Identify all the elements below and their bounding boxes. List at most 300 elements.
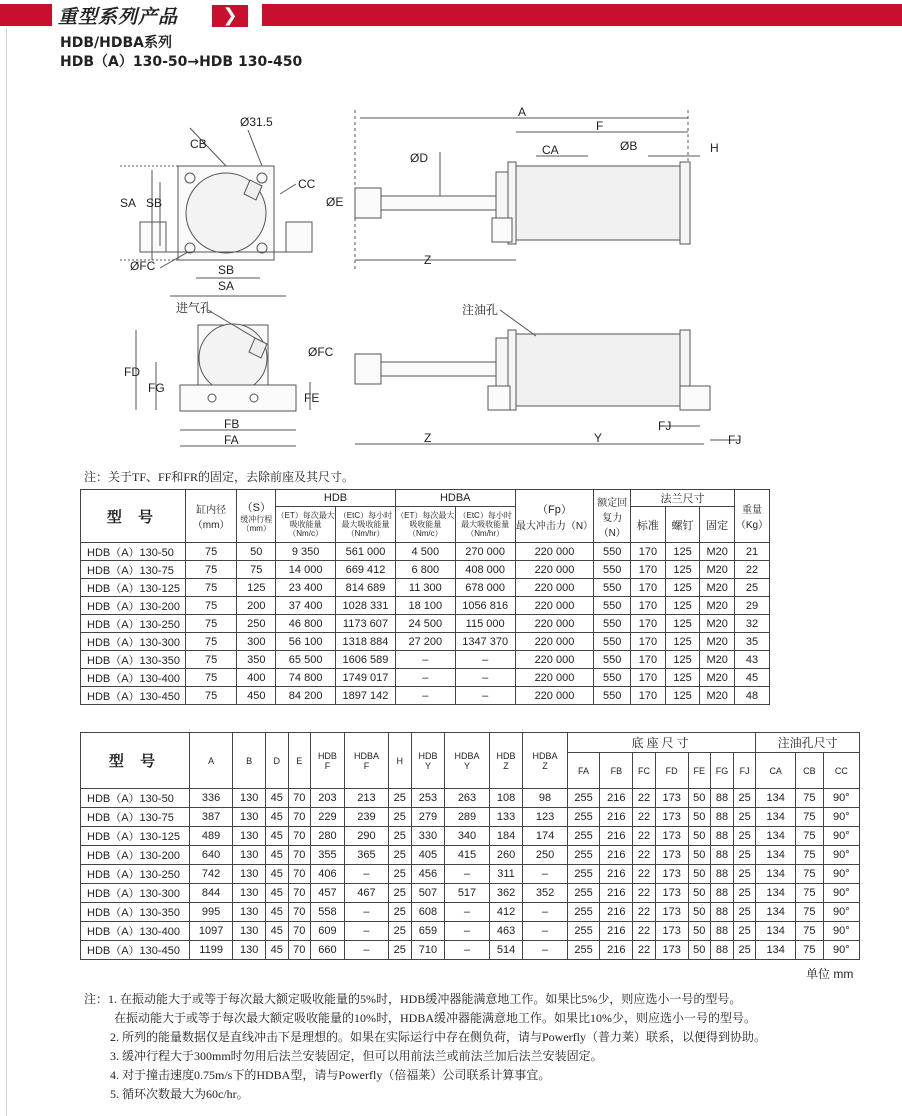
- table-cell: 134: [756, 941, 796, 960]
- table-cell: 125: [665, 687, 700, 705]
- table-cell: 406: [310, 865, 344, 884]
- table-cell: 170: [631, 687, 666, 705]
- table-cell: 216: [600, 903, 633, 922]
- table-cell: 88: [711, 789, 734, 808]
- table-cell: 75: [796, 789, 824, 808]
- table-cell: 290: [344, 827, 388, 846]
- table-cell: 90°: [823, 846, 859, 865]
- table-cell: –: [523, 922, 567, 941]
- label-ob: ØB: [620, 139, 638, 153]
- table-cell: 75: [185, 615, 236, 633]
- table-cell: 75: [185, 543, 236, 561]
- table-cell: 216: [600, 941, 633, 960]
- t2-header-col: [445, 733, 489, 789]
- table-cell: 170: [631, 651, 666, 669]
- table-cell: 203: [310, 789, 344, 808]
- table-cell: 70: [288, 846, 310, 865]
- t2-header-col-part: HDBA: [353, 750, 379, 761]
- t2-header-base: 底座尺寸: [567, 733, 756, 753]
- table-cell: 456: [411, 865, 445, 884]
- table-cell: –: [445, 903, 489, 922]
- t2-header-oil-col: CA: [756, 753, 796, 789]
- label-sb-bottom: SB: [218, 263, 235, 277]
- table-cell: 9 350: [276, 543, 336, 561]
- table-cell: M20: [700, 669, 735, 687]
- table-cell: 22: [633, 789, 655, 808]
- table-row: [81, 903, 860, 922]
- t2-header-base-col: FC: [633, 753, 655, 789]
- table-cell: 70: [288, 903, 310, 922]
- table-cell: 814 689: [336, 579, 396, 597]
- table-cell: 640: [190, 846, 233, 865]
- table-cell: 216: [600, 827, 633, 846]
- table-cell: 50: [688, 808, 710, 827]
- table-cell: 216: [600, 789, 633, 808]
- table-cell: 70: [288, 827, 310, 846]
- table-cell: 22: [633, 941, 655, 960]
- table-cell: 170: [631, 633, 666, 651]
- table-cell: 45: [266, 789, 288, 808]
- table-cell: 22: [633, 808, 655, 827]
- table-cell: 50: [688, 846, 710, 865]
- table-cell: 255: [567, 808, 600, 827]
- table-cell: –: [445, 922, 489, 941]
- table-cell: 130: [233, 884, 266, 903]
- table-cell: 70: [288, 941, 310, 960]
- table-cell: 173: [655, 922, 688, 941]
- table-cell: 115 000: [455, 615, 515, 633]
- table-cell: 517: [445, 884, 489, 903]
- table-cell: 336: [190, 789, 233, 808]
- label-sa-bottom: SA: [218, 279, 235, 293]
- table-cell: 125: [665, 597, 700, 615]
- table-cell: 45: [266, 865, 288, 884]
- header-bar: [262, 4, 902, 26]
- table-cell: 134: [756, 846, 796, 865]
- table-cell: 45: [266, 941, 288, 960]
- table-cell: 660: [310, 941, 344, 960]
- table-cell: 50: [688, 922, 710, 941]
- table-cell: 75: [796, 846, 824, 865]
- performance-table: [80, 489, 770, 705]
- table-cell: 200: [237, 597, 276, 615]
- table-cell: 50: [688, 827, 710, 846]
- table-cell: 25: [389, 922, 411, 941]
- table-cell: 25: [389, 827, 411, 846]
- table-cell: 609: [310, 922, 344, 941]
- table-cell: –: [523, 903, 567, 922]
- table-cell: 550: [594, 633, 631, 651]
- table-cell: 352: [523, 884, 567, 903]
- note-5: 5. 循环次数最大为60c/hr。: [110, 1087, 249, 1101]
- table-cell: 216: [600, 808, 633, 827]
- table-cell: 75: [796, 827, 824, 846]
- table-cell: 130: [233, 941, 266, 960]
- table-cell: 220 000: [515, 651, 594, 669]
- table-cell: 550: [594, 597, 631, 615]
- table-cell: 362: [489, 884, 523, 903]
- t1-header-stroke: [237, 490, 276, 543]
- table-cell: 289: [445, 808, 489, 827]
- table-cell: HDB（A）130-125: [81, 579, 186, 597]
- table-cell: 742: [190, 865, 233, 884]
- table-cell: 130: [233, 808, 266, 827]
- table-cell: 220 000: [515, 597, 594, 615]
- table-cell: 216: [600, 865, 633, 884]
- table-cell: 450: [237, 687, 276, 705]
- table-cell: 50: [688, 941, 710, 960]
- table-cell: 74 800: [276, 669, 336, 687]
- table-cell: 75: [185, 687, 236, 705]
- t1-header-fix: 固定: [700, 507, 735, 543]
- table-cell: 550: [594, 579, 631, 597]
- table-cell: 507: [411, 884, 445, 903]
- table-cell: 90°: [823, 827, 859, 846]
- label-fb: FB: [224, 417, 240, 431]
- table-cell: 213: [344, 789, 388, 808]
- table-cell: –: [395, 669, 455, 687]
- t1-header-hdb-et: （ET）每次最大吸收能量（Nm/c）: [276, 507, 336, 543]
- header-accent-bar: [0, 4, 52, 26]
- table-cell: 255: [567, 941, 600, 960]
- table-cell: 45: [266, 846, 288, 865]
- t1-header-model: 型 号: [81, 490, 186, 543]
- label-cc: CC: [298, 177, 316, 191]
- table-cell: 75: [237, 561, 276, 579]
- table-cell: 90°: [823, 922, 859, 941]
- table-cell: HDB（A）130-400: [81, 669, 186, 687]
- t2-header-base-col: FE: [688, 753, 710, 789]
- table-cell: –: [455, 687, 515, 705]
- table-cell: M20: [700, 579, 735, 597]
- table-cell: 45: [735, 669, 770, 687]
- label-f: F: [596, 119, 604, 133]
- table-cell: 255: [567, 903, 600, 922]
- table-cell: HDB（A）130-300: [81, 633, 186, 651]
- table-cell: 75: [185, 651, 236, 669]
- table-cell: 25: [389, 865, 411, 884]
- table-cell: 170: [631, 543, 666, 561]
- label-oil-inlet: 注油孔: [462, 303, 499, 317]
- table-row: [81, 846, 860, 865]
- table-cell: 1199: [190, 941, 233, 960]
- table-cell: 11 300: [395, 579, 455, 597]
- table-row: [81, 827, 860, 846]
- table-cell: 173: [655, 808, 688, 827]
- table-cell: 125: [665, 579, 700, 597]
- table-row: [81, 615, 770, 633]
- t2-header-col: [233, 733, 266, 789]
- label-fd: FD: [124, 365, 140, 379]
- note-top: 注：关于TF、FF和FR的固定，去除前座及其尺寸。: [84, 470, 355, 484]
- t2-header-oil: 注油孔尺寸: [756, 733, 860, 753]
- table-cell: 1606 589: [336, 651, 396, 669]
- table-row: [81, 669, 770, 687]
- table-cell: 65 500: [276, 651, 336, 669]
- table-cell: 25: [389, 789, 411, 808]
- table-cell: 50: [688, 884, 710, 903]
- table-cell: 125: [237, 579, 276, 597]
- t1-header-stroke-label: 缓冲行程（mm）: [240, 515, 273, 533]
- t2-header-col: [411, 733, 445, 789]
- table-cell: 6 800: [395, 561, 455, 579]
- table-cell: 220 000: [515, 579, 594, 597]
- table-cell: 88: [711, 808, 734, 827]
- table-cell: 330: [411, 827, 445, 846]
- table-cell: 75: [796, 941, 824, 960]
- table-cell: 88: [711, 941, 734, 960]
- table-cell: 70: [288, 808, 310, 827]
- table-cell: 25: [733, 789, 755, 808]
- table-cell: 75: [796, 903, 824, 922]
- table-cell: 98: [523, 789, 567, 808]
- table-cell: 216: [600, 846, 633, 865]
- label-a: A: [518, 105, 527, 119]
- table-row: [81, 651, 770, 669]
- table-cell: 25: [733, 922, 755, 941]
- t2-header-col-part: B: [246, 755, 253, 766]
- table-cell: 255: [567, 884, 600, 903]
- table-cell: 18 100: [395, 597, 455, 615]
- table-cell: HDB（A）130-125: [81, 827, 190, 846]
- table-cell: –: [445, 865, 489, 884]
- table-cell: 173: [655, 827, 688, 846]
- note-3: 3. 缓冲行程大于300mm时勿用后法兰安装固定，但可以用前法兰或前法兰加后法兰安装固定。: [110, 1049, 603, 1063]
- t1-header-hdb-etc: （EtC）每小时最大吸收能量（Nm/hr）: [336, 507, 396, 543]
- table-cell: 45: [266, 903, 288, 922]
- table-cell: 22: [633, 903, 655, 922]
- table-cell: 669 412: [336, 561, 396, 579]
- table-row: [81, 808, 860, 827]
- table-cell: 184: [489, 827, 523, 846]
- table-cell: 365: [344, 846, 388, 865]
- table-cell: 550: [594, 561, 631, 579]
- table-cell: 37 400: [276, 597, 336, 615]
- table-cell: 216: [600, 922, 633, 941]
- label-fe: FE: [304, 391, 320, 405]
- chevron-right-icon: ❯: [212, 5, 248, 27]
- table-cell: 25: [389, 941, 411, 960]
- table-cell: 463: [489, 922, 523, 941]
- table-cell: 125: [665, 561, 700, 579]
- t1-header-bolt: 螺钉: [665, 507, 700, 543]
- table-cell: 255: [567, 789, 600, 808]
- table-cell: 550: [594, 615, 631, 633]
- table-cell: 22: [633, 865, 655, 884]
- table-cell: 844: [190, 884, 233, 903]
- t2-header-col-part: HDB: [496, 750, 516, 761]
- label-fc-bottom: ØFC: [308, 345, 334, 359]
- t1-header-hdba-et: （ET）每次最大吸收能量（Nm/c）: [395, 507, 455, 543]
- table-cell: 70: [288, 922, 310, 941]
- table-cell: 35: [735, 633, 770, 651]
- table-cell: 88: [711, 827, 734, 846]
- label-h: H: [710, 141, 719, 155]
- table-cell: 255: [567, 846, 600, 865]
- t2-header-col: [389, 733, 411, 789]
- table-cell: 134: [756, 903, 796, 922]
- table-cell: 457: [310, 884, 344, 903]
- t2-header-col-part: A: [208, 755, 215, 766]
- table-cell: 995: [190, 903, 233, 922]
- table-cell: 22: [633, 884, 655, 903]
- table-cell: M20: [700, 561, 735, 579]
- table-cell: 88: [711, 903, 734, 922]
- table-cell: HDB（A）130-350: [81, 903, 190, 922]
- table-cell: 125: [665, 669, 700, 687]
- table-cell: 550: [594, 687, 631, 705]
- table-cell: 250: [523, 846, 567, 865]
- t1-header-hdba-etc: （EtC）每小时最大吸收能量（Nm/hr）: [455, 507, 515, 543]
- label-sb: SB: [146, 196, 163, 210]
- t1-body: [81, 543, 770, 705]
- table-row: [81, 561, 770, 579]
- table-cell: 134: [756, 922, 796, 941]
- table-cell: 170: [631, 561, 666, 579]
- table-row: [81, 543, 770, 561]
- table-cell: 125: [665, 615, 700, 633]
- table-cell: 46 800: [276, 615, 336, 633]
- table-cell: 405: [411, 846, 445, 865]
- table-cell: 239: [344, 808, 388, 827]
- table-cell: 514: [489, 941, 523, 960]
- table-cell: 550: [594, 543, 631, 561]
- t2-header-col-part: HDB: [418, 750, 438, 761]
- table-cell: M20: [700, 651, 735, 669]
- table-cell: –: [455, 669, 515, 687]
- t2-header-col-part: Z: [503, 760, 509, 771]
- table-cell: 25: [389, 808, 411, 827]
- table-cell: HDB（A）130-350: [81, 651, 186, 669]
- table-row: [81, 579, 770, 597]
- table-cell: 75: [796, 808, 824, 827]
- table-cell: 355: [310, 846, 344, 865]
- table-cell: –: [523, 865, 567, 884]
- table-cell: M20: [700, 597, 735, 615]
- table-cell: 125: [665, 651, 700, 669]
- table-cell: 134: [756, 827, 796, 846]
- table-cell: 134: [756, 808, 796, 827]
- table-cell: 311: [489, 865, 523, 884]
- table-cell: 45: [266, 884, 288, 903]
- label-y: Y: [594, 431, 603, 445]
- table-cell: 174: [523, 827, 567, 846]
- table-cell: 48: [735, 687, 770, 705]
- table-cell: 90°: [823, 903, 859, 922]
- table-cell: HDB（A）130-75: [81, 561, 186, 579]
- table-cell: 173: [655, 846, 688, 865]
- table-cell: 170: [631, 597, 666, 615]
- table-cell: HDB（A）130-75: [81, 808, 190, 827]
- t2-header-oil-col: CC: [823, 753, 859, 789]
- t1-header-weight: 重量（Kg）: [735, 490, 770, 543]
- table-cell: 24 500: [395, 615, 455, 633]
- table-cell: 415: [445, 846, 489, 865]
- t2-header-col-part: Y: [424, 760, 431, 771]
- table-cell: 400: [237, 669, 276, 687]
- t1-header-return: 额定回复力（N）: [594, 490, 631, 543]
- table-cell: 25: [735, 579, 770, 597]
- table-cell: 263: [445, 789, 489, 808]
- table-cell: 45: [266, 922, 288, 941]
- table-cell: HDB（A）130-50: [81, 789, 190, 808]
- table-cell: 710: [411, 941, 445, 960]
- table-cell: 561 000: [336, 543, 396, 561]
- table-cell: 75: [796, 865, 824, 884]
- table-cell: 27 200: [395, 633, 455, 651]
- table-cell: 70: [288, 865, 310, 884]
- table-row: [81, 922, 860, 941]
- t2-header-col-part: F: [324, 760, 331, 771]
- table-row: [81, 597, 770, 615]
- note-1b: 在振动能大于或等于每次最大额定吸收能量的10%时，HDBA缓冲器能满意地工作。如果比10%少，则应选小一号的型号。: [114, 1011, 756, 1025]
- table-cell: 220 000: [515, 615, 594, 633]
- table-row: [81, 789, 860, 808]
- t1-header-fp-label: 最大冲击力（N）: [515, 520, 594, 532]
- table-row: [81, 884, 860, 903]
- table-cell: 300: [237, 633, 276, 651]
- t2-header-col-part: H: [396, 755, 404, 766]
- table-cell: 130: [233, 922, 266, 941]
- table-cell: 250: [237, 615, 276, 633]
- t2-header-col-part: Y: [463, 760, 470, 771]
- table-cell: 90°: [823, 884, 859, 903]
- table-row: [81, 941, 860, 960]
- page-margin-line: [6, 28, 7, 1116]
- label-cb: CB: [190, 137, 207, 151]
- table-cell: 25: [389, 846, 411, 865]
- table-cell: 50: [688, 865, 710, 884]
- table-cell: 43: [735, 651, 770, 669]
- table-cell: 412: [489, 903, 523, 922]
- table-cell: 4 500: [395, 543, 455, 561]
- t2-body: [81, 789, 860, 960]
- table-cell: 216: [600, 884, 633, 903]
- table-cell: M20: [700, 615, 735, 633]
- page-title: 重型系列产品: [58, 6, 179, 28]
- table-cell: 130: [233, 903, 266, 922]
- t2-header-col: [310, 733, 344, 789]
- table-cell: 21: [735, 543, 770, 561]
- table-cell: 70: [288, 884, 310, 903]
- table-cell: 659: [411, 922, 445, 941]
- t2-header-base-col: FA: [567, 753, 600, 789]
- t2-header-base-col: FD: [655, 753, 688, 789]
- table-cell: 14 000: [276, 561, 336, 579]
- dimension-table: [80, 732, 860, 960]
- table-cell: 25: [733, 865, 755, 884]
- t2-header-col: [288, 733, 310, 789]
- label-ca: CA: [542, 143, 559, 157]
- table-cell: 608: [411, 903, 445, 922]
- table-cell: HDB（A）130-400: [81, 922, 190, 941]
- technical-drawing: [100, 100, 760, 462]
- notes: [84, 990, 766, 1104]
- table-cell: –: [395, 687, 455, 705]
- table-cell: 88: [711, 865, 734, 884]
- series-range: HDB（A）130-50→HDB 130-450: [60, 54, 303, 70]
- table-cell: HDB（A）130-50: [81, 543, 186, 561]
- t2-header-col: [489, 733, 523, 789]
- t1-header-stroke-symbol: （S）: [241, 502, 271, 514]
- table-cell: 1097: [190, 922, 233, 941]
- table-cell: 88: [711, 884, 734, 903]
- table-cell: 22: [633, 827, 655, 846]
- table-cell: 489: [190, 827, 233, 846]
- table-cell: 25: [389, 884, 411, 903]
- table-cell: 229: [310, 808, 344, 827]
- table-cell: 25: [733, 903, 755, 922]
